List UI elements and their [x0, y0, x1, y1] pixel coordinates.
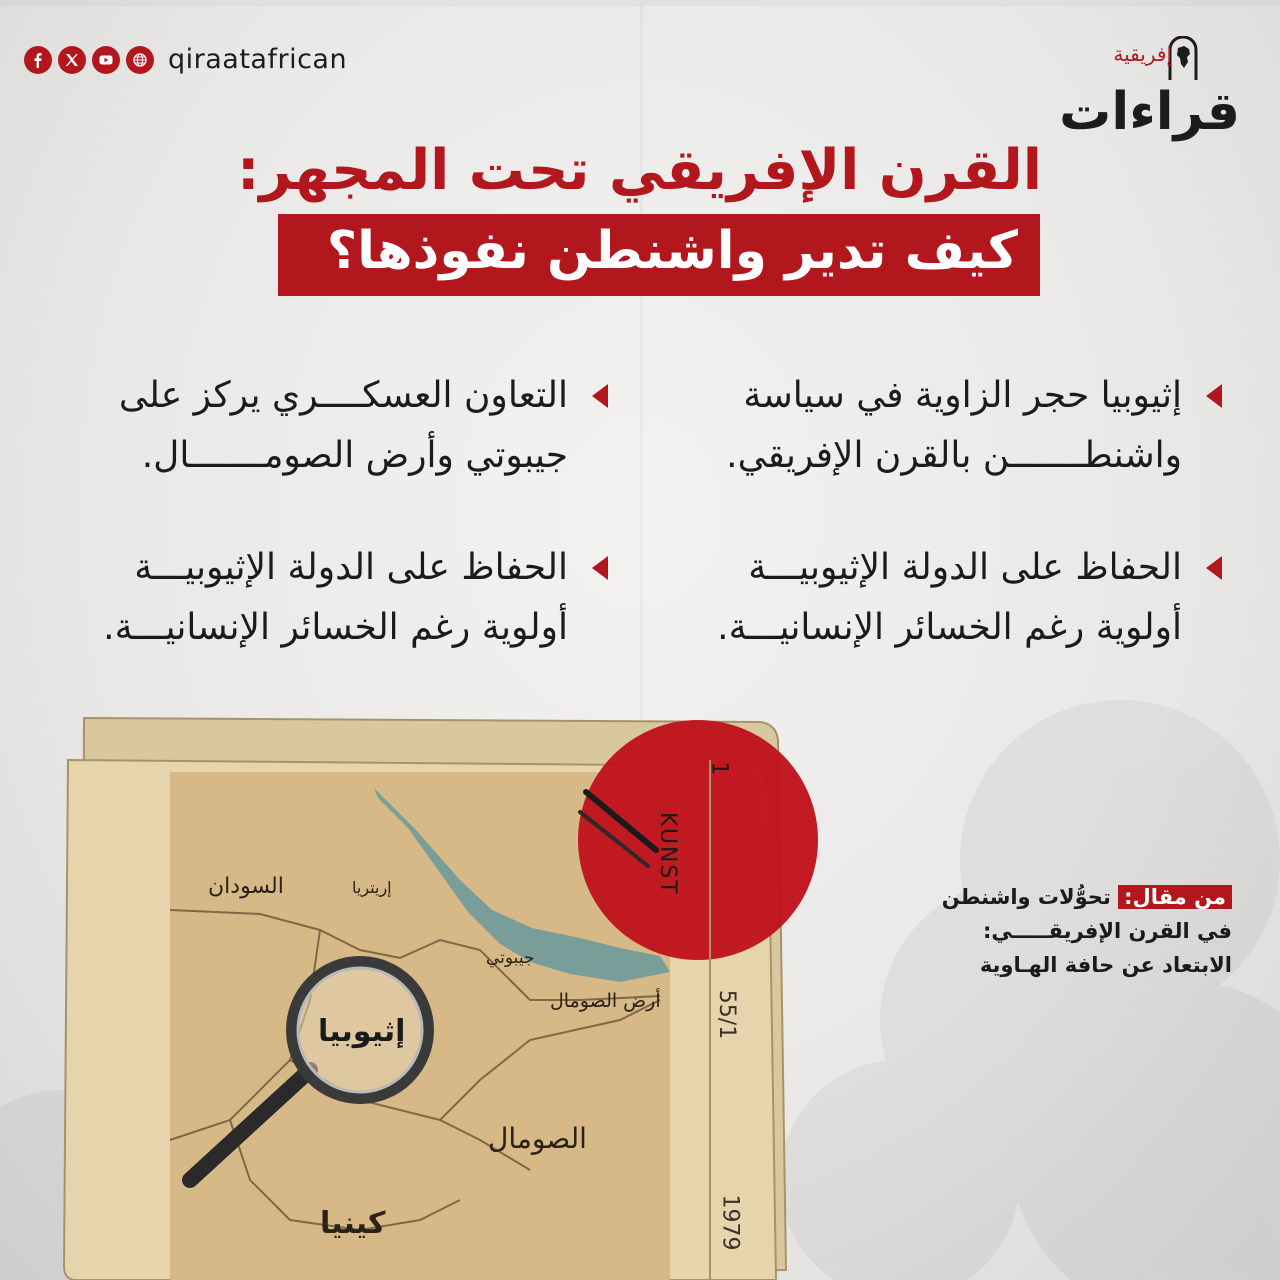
social-bar	[24, 44, 347, 75]
map-label-eritrea: إريتريا	[352, 878, 392, 897]
folder-tab-number: 1	[706, 761, 732, 776]
folder-code: 55/1	[714, 989, 740, 1040]
point-2	[119, 366, 568, 486]
source-line-1	[942, 880, 1232, 914]
point-4	[103, 538, 568, 658]
source-line-2: في القرن الإفريقـــــي:	[983, 919, 1232, 943]
facebook-icon[interactable]	[24, 46, 52, 74]
map-label-ethiopia: إثيوبيا	[318, 1014, 406, 1049]
point-1-line2: واشنطـــــــن بالقرن الإفريقي.	[726, 435, 1182, 476]
logo-subtitle: إفريقية	[1113, 42, 1172, 66]
bullet-arrow-icon	[1206, 384, 1222, 408]
bullet-arrow-icon	[592, 556, 608, 580]
point-1	[726, 366, 1182, 486]
point-2-line1: التعاون العسكــــري يركز على	[118, 375, 568, 416]
horn-of-africa-map-illustration	[60, 700, 820, 1280]
logo-title: قراءات	[1059, 82, 1240, 142]
folder-tab-label: KUNST	[655, 812, 680, 896]
point-4-line2: أولوية رغم الخسائر الإنسانيـــة.	[103, 607, 568, 648]
brand-logo	[1059, 28, 1240, 142]
point-4-line1: الحفاظ على الدولة الإثيوبيـــة	[134, 547, 568, 588]
point-1-line1: إثيوبيا حجر الزاوية في سياسة	[743, 375, 1182, 416]
map-label-somaliland: أرض الصومال	[550, 990, 661, 1012]
map-label-kenya: كينيا	[320, 1206, 386, 1241]
point-3-line1: الحفاظ على الدولة الإثيوبيـــة	[748, 547, 1182, 588]
source-note	[942, 880, 1232, 982]
map-label-djibouti: جيبوتي	[486, 948, 535, 968]
point-3	[717, 538, 1182, 658]
page-title: القرن الإفريقي تحت المجهر:	[236, 138, 1042, 203]
folder-year: 1979	[717, 1194, 743, 1251]
social-handle[interactable]: qiraatafrican	[168, 44, 348, 75]
globe-icon[interactable]	[126, 46, 154, 74]
map-label-somalia: الصومال	[488, 1122, 587, 1155]
page-subtitle: كيف تدير واشنطن نفوذها؟	[326, 221, 1018, 281]
map-label-sudan: السودان	[208, 874, 284, 899]
bullet-arrow-icon	[592, 384, 608, 408]
x-icon[interactable]	[58, 46, 86, 74]
point-3-line2: أولوية رغم الخسائر الإنسانيـــة.	[717, 607, 1182, 648]
youtube-icon[interactable]	[92, 46, 120, 74]
source-line-3: الابتعاد عن حافة الهـاوية	[979, 953, 1232, 977]
source-title-part1: تحوُّلات واشنطن	[941, 885, 1111, 909]
source-label: من مقال:	[1118, 885, 1232, 909]
point-2-line2: جيبوتي وأرض الصومـــــــال.	[141, 435, 568, 476]
bullet-arrow-icon	[1206, 556, 1222, 580]
